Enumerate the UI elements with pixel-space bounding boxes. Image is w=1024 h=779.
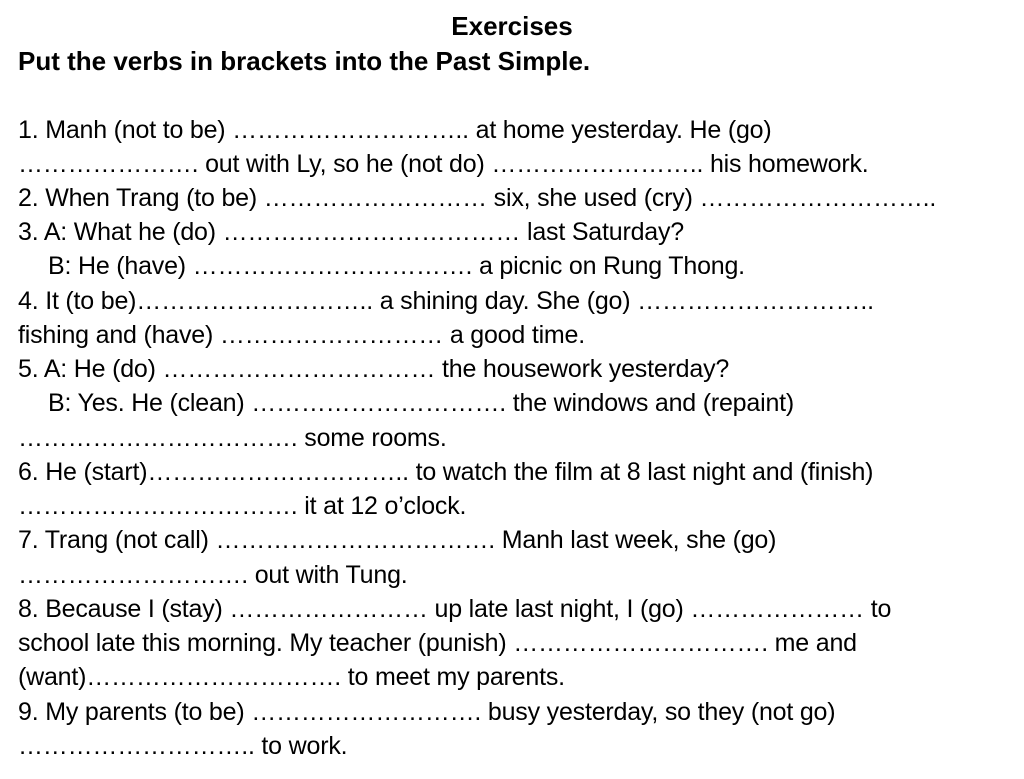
exercise-line-2: …………………. out with Ly, so he (not do) …………………….. his homework. bbox=[18, 150, 869, 178]
exercise-line-5: B: He (have) ……………………………. a picnic on Rung Thong. bbox=[48, 252, 745, 280]
exercise-line-3: 2. When Trang (to be) ……………………… six, she used (cry) ……………………….. bbox=[18, 184, 937, 212]
exercise-line-11: 6. He (start)………………………….. to watch the film at 8 last night and (finish) bbox=[18, 458, 874, 486]
exercise-line-15: 8. Because I (stay) …………………… up late last night, I (go) ………………… to bbox=[18, 595, 892, 623]
exercise-line-13: 7. Trang (not call) ……………………………. Manh last week, she (go) bbox=[18, 526, 777, 554]
exercise-line-14: ………………………. out with Tung. bbox=[18, 561, 408, 589]
exercise-line-7: fishing and (have) ……………………… a good time. bbox=[18, 321, 586, 349]
exercise-line-10: ……………………………. some rooms. bbox=[18, 424, 447, 452]
exercise-line-1: 1. Manh (not to be) ……………………….. at home yesterday. He (go) bbox=[18, 116, 772, 144]
exercises-title: Exercises bbox=[451, 11, 573, 41]
exercise-line-12: ……………………………. it at 12 o’clock. bbox=[18, 492, 467, 520]
exercise-line-18: 9. My parents (to be) ………………………. busy yesterday, so they (not go) bbox=[18, 698, 836, 726]
exercise-line-19: ……………………….. to work. bbox=[18, 732, 348, 760]
exercise-line-16: school late this morning. My teacher (punish) …………………………. me and bbox=[18, 629, 857, 657]
exercise-line-9: B: Yes. He (clean) …………………………. the windows and (repaint) bbox=[48, 389, 795, 417]
exercise-line-4: 3. A: What he (do) ……………………………… last Saturday? bbox=[18, 218, 684, 246]
exercise-line-17: (want)…………………………. to meet my parents. bbox=[18, 663, 565, 691]
exercise-line-8: 5. A: He (do) …………………………… the housework yesterday? bbox=[18, 355, 730, 383]
instruction-text: Put the verbs in brackets into the Past Simple. bbox=[18, 46, 591, 76]
exercise-line-6: 4. It (to be)……………………….. a shining day. She (go) ……………………….. bbox=[18, 287, 874, 315]
